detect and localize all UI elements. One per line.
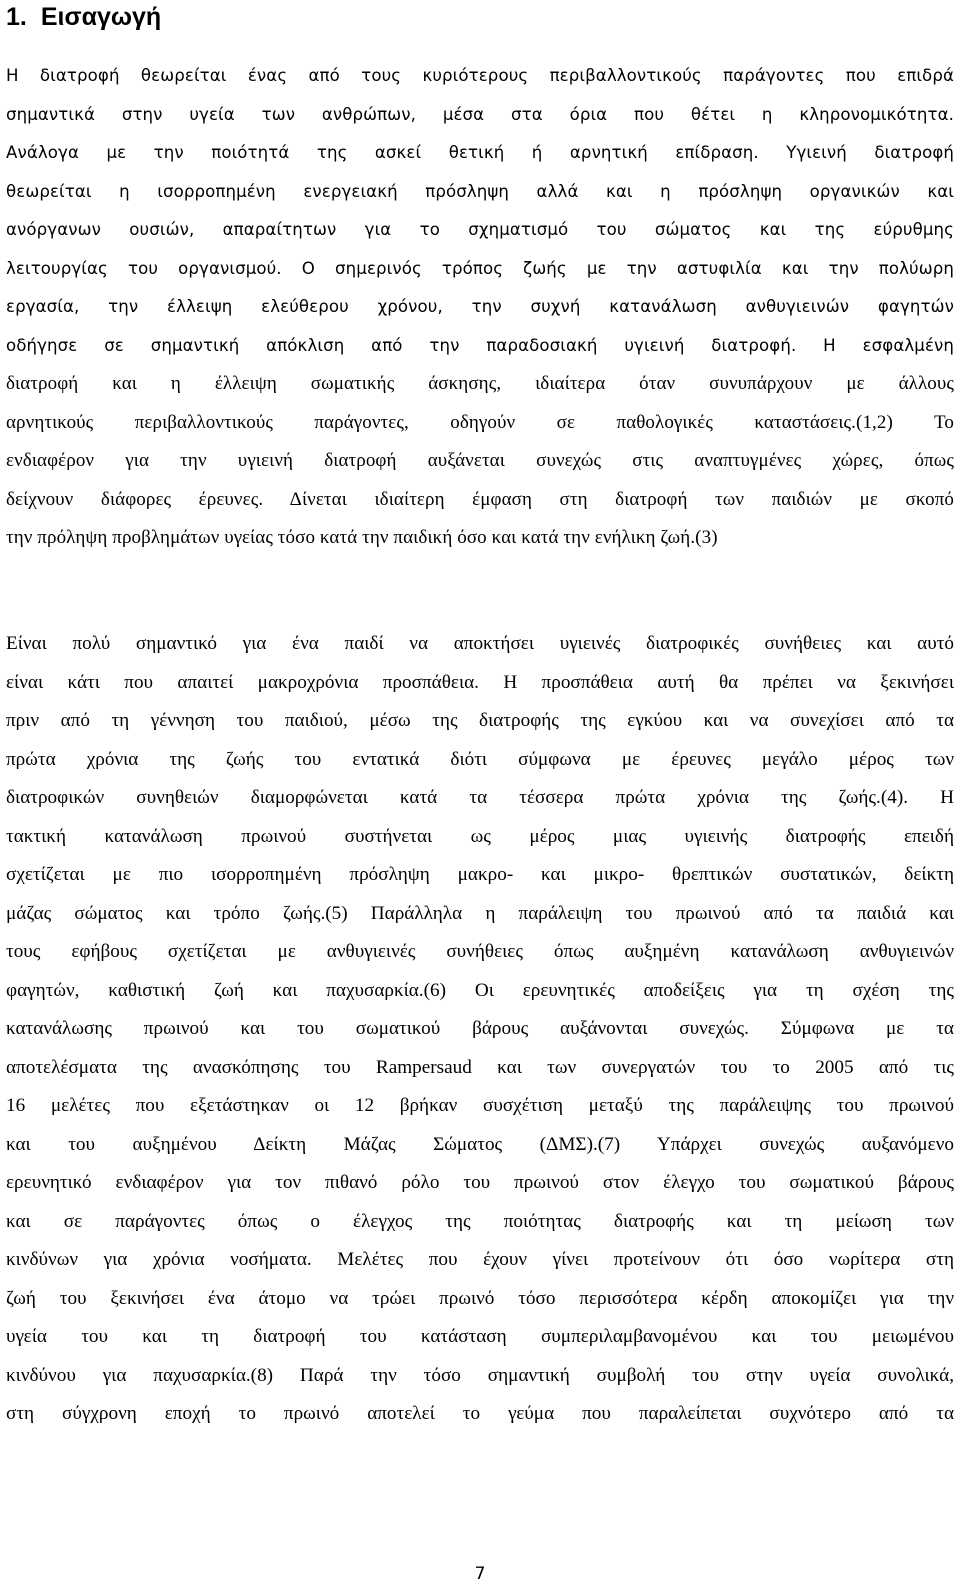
paragraph-line: στη σύγχρονη εποχή το πρωινό αποτελεί το γεύμα που παραλείπεται συχνότερο από τα [6, 1403, 954, 1424]
paragraph-line: διατροφή και η έλλειψη σωματικής άσκησης, ιδιαίτερα όταν συνυπάρχουν με άλλους [6, 373, 954, 394]
paragraph-line: κινδύνου για παχυσαρκία.(8) Παρά την τόσο σημαντική συμβολή του στην υγεία συνολικά, [6, 1364, 954, 1386]
paragraph-line: είναι κάτι που απαιτεί μακροχρόνια προσπάθεια. Η προσπάθεια αυτή θα πρέπει να ξεκινήσει [6, 671, 954, 693]
paragraph-line: αποτελέσματα της ανασκόπησης του Rampersaud και των συνεργατών του το 2005 από τις [6, 1056, 954, 1078]
paragraph-line: και σε παράγοντες όπως ο έλεγχος της ποιότητας διατροφής και τη μείωση των [6, 1210, 954, 1232]
paragraph-line: τακτική κατανάλωση πρωινού συστήνεται ως μέρος μιας υγιεινής διατροφής επειδή [6, 825, 954, 847]
paragraph-line: και του αυξημένου Δείκτη Μάζας Σώματος (ΔΜΣ).(7) Υπάρχει συνεχώς αυξανόμενο [6, 1133, 954, 1155]
paragraph-line: 16 μελέτες που εξετάστηκαν οι 12 βρήκαν συσχέτιση μεταξύ της παράλειψης του πρωινού [6, 1095, 954, 1116]
paragraph-line: οδήγησε σε σημαντική απόκλιση από την παραδοσιακή υγιεινή διατροφή. Η εσφαλμένη [6, 335, 954, 355]
paragraph-line: κατανάλωσης πρωινού και του σωματικού βάρους αυξάνονται συνεχώς. Σύμφωνα με τα [6, 1018, 954, 1039]
paragraph-line: λειτουργίας του οργανισμού. Ο σημερινός τρόπος ζωής με την αστυφιλία και την πολύωρη [6, 258, 954, 278]
paragraph-line: ζωή του ξεκινήσει ένα άτομο να τρώει πρωινό τόσο περισσότερα κέρδη αποκομίζει για την [6, 1287, 954, 1309]
page-number: 7 [474, 1564, 486, 1584]
paragraph-line: μάζας σώματος και τρόπο ζωής.(5) Παράλληλα η παράλειψη του πρωινού από τα παιδιά και [6, 902, 954, 924]
paragraph-line: φαγητών, καθιστική ζωή και παχυσαρκία.(6) Οι ερευνητικές αποδείξεις για τη σχέση της [6, 979, 954, 1001]
paragraph-line: δείχνουν διάφορες έρευνες. Δίνεται ιδιαίτερη έμφαση στη διατροφή των παιδιών με σκοπό [6, 488, 954, 510]
paragraph-line: θεωρείται η ισορροπημένη ενεργειακή πρόσληψη αλλά και η πρόσληψη οργανικών και [6, 181, 954, 201]
section-title: Εισαγωγή [40, 3, 162, 31]
paragraph-line: ενδιαφέρον για την υγιεινή διατροφή αυξάνεται συνεχώς στις αναπτυγμένες χώρες, όπως [6, 450, 954, 471]
paragraph-line: σχετίζεται με πιο ισορροπημένη πρόσληψη μακρο- και μικρο- θρεπτικών συστατικών, δείκτη [6, 864, 954, 885]
paragraph-line: σημαντικά στην υγεία των ανθρώπων, μέσα στα όρια που θέτει η κληρονομικότητα. [6, 104, 954, 124]
paragraph-line: Ανάλογα με την ποιότητά της ασκεί θετική ή αρνητική επίδραση. Υγιεινή διατροφή [6, 143, 954, 162]
paragraph-line: την πρόληψη προβλημάτων υγείας τόσο κατά την παιδική όσο και κατά την ενήλικη ζωή.(3) [6, 527, 718, 548]
paragraph-line: εργασία, την έλλειψη ελεύθερου χρόνου, την συχνή κατανάλωση ανθυγιεινών φαγητών [6, 297, 954, 316]
paragraph-breakfast [6, 625, 954, 1434]
paragraph-line: ανόργανων ουσιών, απαραίτητων για το σχηματισμό του σώματος και της εύρυθμης [6, 220, 954, 239]
paragraph-line: ερευνητικό ενδιαφέρον για τον πιθανό ρόλο του πρωινού στον έλεγχο του σωματικού βάρους [6, 1172, 954, 1193]
paragraph-introduction [6, 57, 954, 558]
paragraph-line: Η διατροφή θεωρείται ένας από τους κυριότερους περιβαλλοντικούς παράγοντες που επιδρά [6, 66, 954, 85]
paragraph-line: διατροφικών συνηθειών διαμορφώνεται κατά τα τέσσερα πρώτα χρόνια της ζωής.(4). Η [6, 787, 954, 808]
paragraph-line: υγεία του και τη διατροφή του κατάσταση συμπεριλαμβανομένου και του μειωμένου [6, 1326, 954, 1347]
paragraph-line: Είναι πολύ σημαντικό για ένα παιδί να αποκτήσει υγιεινές διατροφικές συνήθειες και αυτό [6, 633, 954, 654]
section-heading [6, 0, 161, 34]
paragraph-line: αρνητικούς περιβαλλοντικούς παράγοντες, οδηγούν σε παθολογικές καταστάσεις.(1,2) Το [6, 411, 954, 433]
section-number: 1. [6, 3, 27, 31]
paragraph-line: κινδύνων για χρόνια νοσήματα. Μελέτες που έχουν γίνει προτείνουν ότι όσο νωρίτερα στη [6, 1249, 954, 1270]
paragraph-line: πριν από τη γέννηση του παιδιού, μέσω της διατροφής της εγκύου και να συνεχίσει από τα [6, 710, 954, 731]
paragraph-line: πρώτα χρόνια της ζωής του εντατικά διότι σύμφωνα με έρευνες μεγάλο μέρος των [6, 748, 954, 770]
paragraph-line: τους εφήβους σχετίζεται με ανθυγιεινές συνήθειες όπως αυξημένη κατανάλωση ανθυγιεινών [6, 941, 954, 962]
